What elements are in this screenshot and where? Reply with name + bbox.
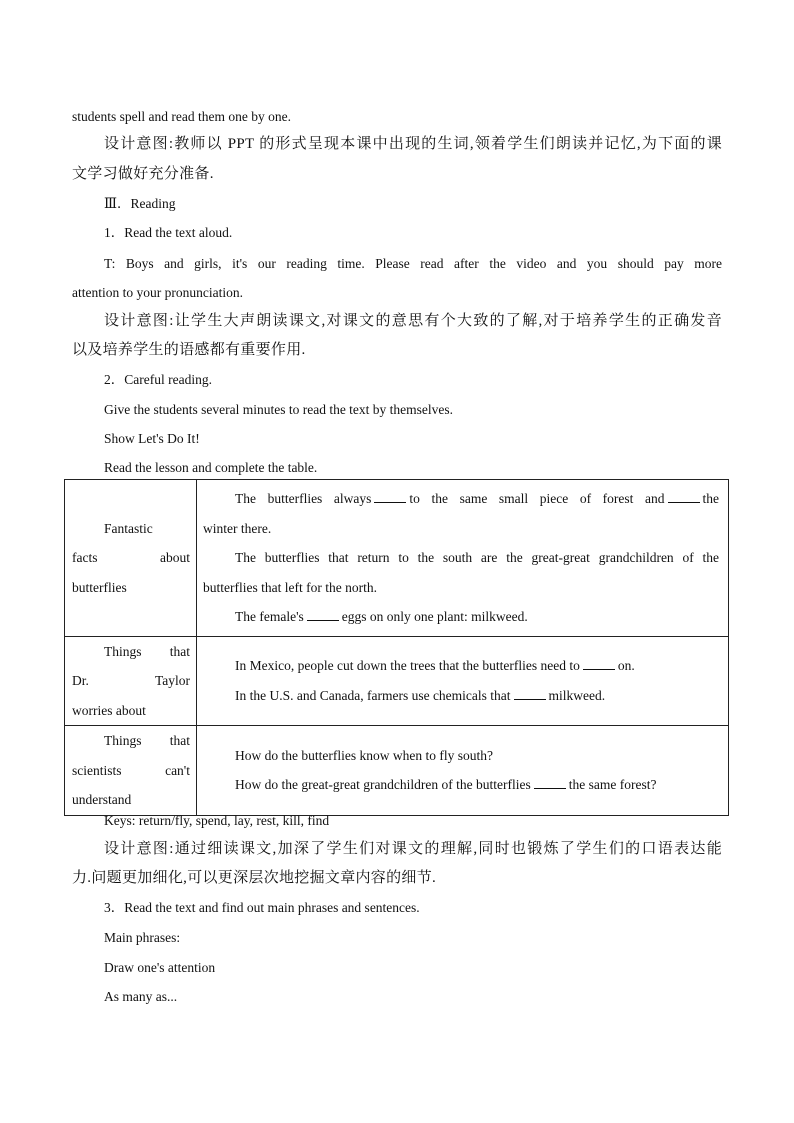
row-label: Things that Dr. Taylor worries about — [65, 636, 197, 726]
row-label: Fantastic facts about butterflies — [65, 480, 197, 637]
table-row — [65, 636, 729, 726]
answer-keys: Keys: return/fly, spend, lay, rest, kill, find — [104, 813, 330, 828]
design-intent-line: 力.问题更加细化,可以更深层次地挖掘文章内容的细节. — [72, 870, 437, 886]
answer-blank[interactable] — [668, 491, 700, 503]
row-label: Things that scientists can't understand — [65, 726, 197, 816]
row-content: The butterflies always to the same small piece of forest and the winter there. The butterflies that return to the south are the great-great grandchildren of the butterflies that left for the north. The female's eggs on only one plant: milkweed. — [197, 480, 729, 637]
text-line: Show Let's Do It! — [104, 431, 200, 446]
step-heading: 1．Read the text aloud. — [104, 225, 233, 240]
answer-blank[interactable] — [374, 491, 406, 503]
answer-blank[interactable] — [307, 609, 339, 621]
design-intent-line: 设计意图:通过细读课文,加深了学生们对课文的理解,同时也锻炼了学生们的口语表达能 — [104, 841, 722, 857]
answer-blank[interactable] — [534, 777, 566, 789]
answer-blank[interactable] — [514, 688, 546, 700]
text-line: Main phrases: — [104, 930, 181, 945]
design-intent-line: 设计意图:让学生大声朗读课文,对课文的意思有个大致的了解,对于培养学生的正确发音 — [104, 313, 722, 329]
answer-blank[interactable] — [583, 658, 615, 670]
design-intent-line: 设计意图:教师以 PPT 的形式呈现本课中出现的生词,领着学生们朗读并记忆,为下面的课 — [104, 136, 722, 152]
phrase-item: Draw one's attention — [104, 960, 216, 975]
text-line: attention to your pronunciation. — [72, 285, 243, 300]
row-content: In Mexico, people cut down the trees that the butterflies need to on. In the U.S. and Canada, farmers use chemicals that milkweed. — [197, 636, 729, 726]
step-heading: 2．Careful reading. — [104, 372, 212, 387]
section-heading: Ⅲ．Reading — [104, 196, 176, 211]
text-line: Read the lesson and complete the table. — [104, 460, 318, 475]
text-line: students spell and read them one by one. — [72, 109, 291, 124]
design-intent-line: 以及培养学生的语感都有重要作用. — [72, 342, 306, 358]
table-row — [65, 480, 729, 637]
step-heading: 3．Read the text and find out main phrases and sentences. — [104, 900, 420, 915]
phrase-item: As many as... — [104, 989, 178, 1004]
table-row — [65, 726, 729, 816]
reading-table — [64, 479, 729, 816]
row-content: How do the butterflies know when to fly south? How do the great-great grandchildren of the butterflies the same forest? — [197, 726, 729, 816]
text-line: T: Boys and girls, it's our reading time. Please read after the video and you should pay more — [104, 256, 722, 271]
design-intent-line: 文学习做好充分准备. — [72, 166, 214, 182]
text-line: Give the students several minutes to read the text by themselves. — [104, 402, 454, 417]
